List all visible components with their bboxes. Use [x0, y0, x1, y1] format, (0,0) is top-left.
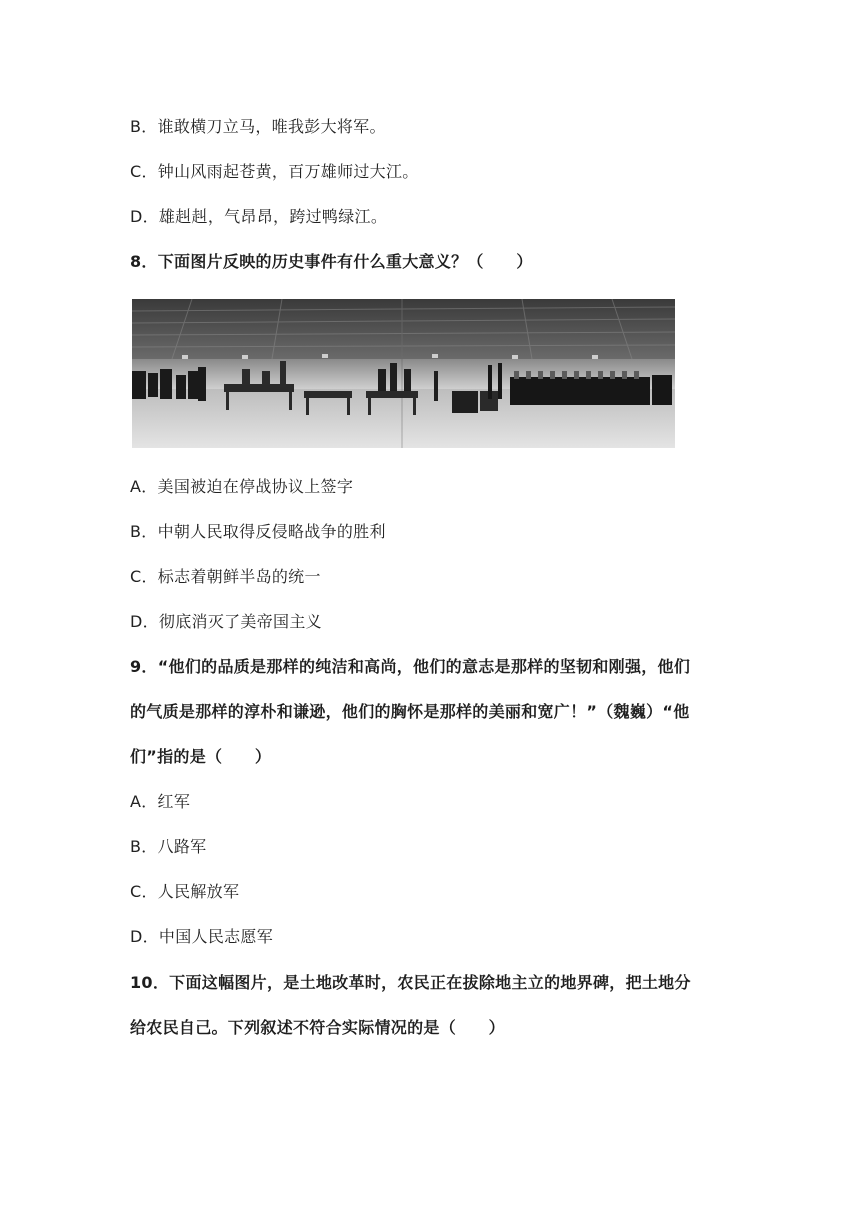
armistice-signing-photo: [132, 299, 675, 448]
q9-option-d: D．中国人民志愿军: [130, 927, 274, 946]
q9-stem-line-2: 的气质是那样的淳朴和谦逊，他们的胸怀是那样的美丽和宽广！”（魏巍）“他: [130, 702, 690, 721]
q9-option-c: C．人民解放军: [130, 882, 240, 901]
q9-option-b: B．八路军: [130, 837, 207, 856]
q10-stem-line-1: 10．下面这幅图片，是土地改革时，农民正在拔除地主立的地界碑，把土地分: [130, 973, 691, 992]
q7-option-d: D．雄赳赳，气昂昂，跨过鸭绿江。: [130, 207, 388, 226]
q7-option-c: C．钟山风雨起苍黄，百万雄师过大江。: [130, 162, 419, 181]
q8-option-c: C．标志着朝鲜半岛的统一: [130, 567, 321, 586]
q9-stem-line-1: 9．“他们的品质是那样的纯洁和高尚，他们的意志是那样的坚韧和刚强，他们: [130, 657, 691, 676]
q10-stem-line-2: 给农民自己。下列叙述不符合实际情况的是（ ）: [130, 1018, 505, 1037]
q9-option-a: A．红军: [130, 792, 191, 811]
q9-stem-line-3: 们”指的是（ ）: [130, 747, 272, 766]
q8-option-b: B．中朝人民取得反侵略战争的胜利: [130, 522, 386, 541]
q8-stem: 8．下面图片反映的历史事件有什么重大意义？（ ）: [130, 252, 533, 271]
q8-option-d: D．彻底消灭了美帝国主义: [130, 612, 322, 631]
q7-option-b: B．谁敢横刀立马，唯我彭大将军。: [130, 117, 386, 136]
q8-option-a: A．美国被迫在停战协议上签字: [130, 477, 354, 496]
